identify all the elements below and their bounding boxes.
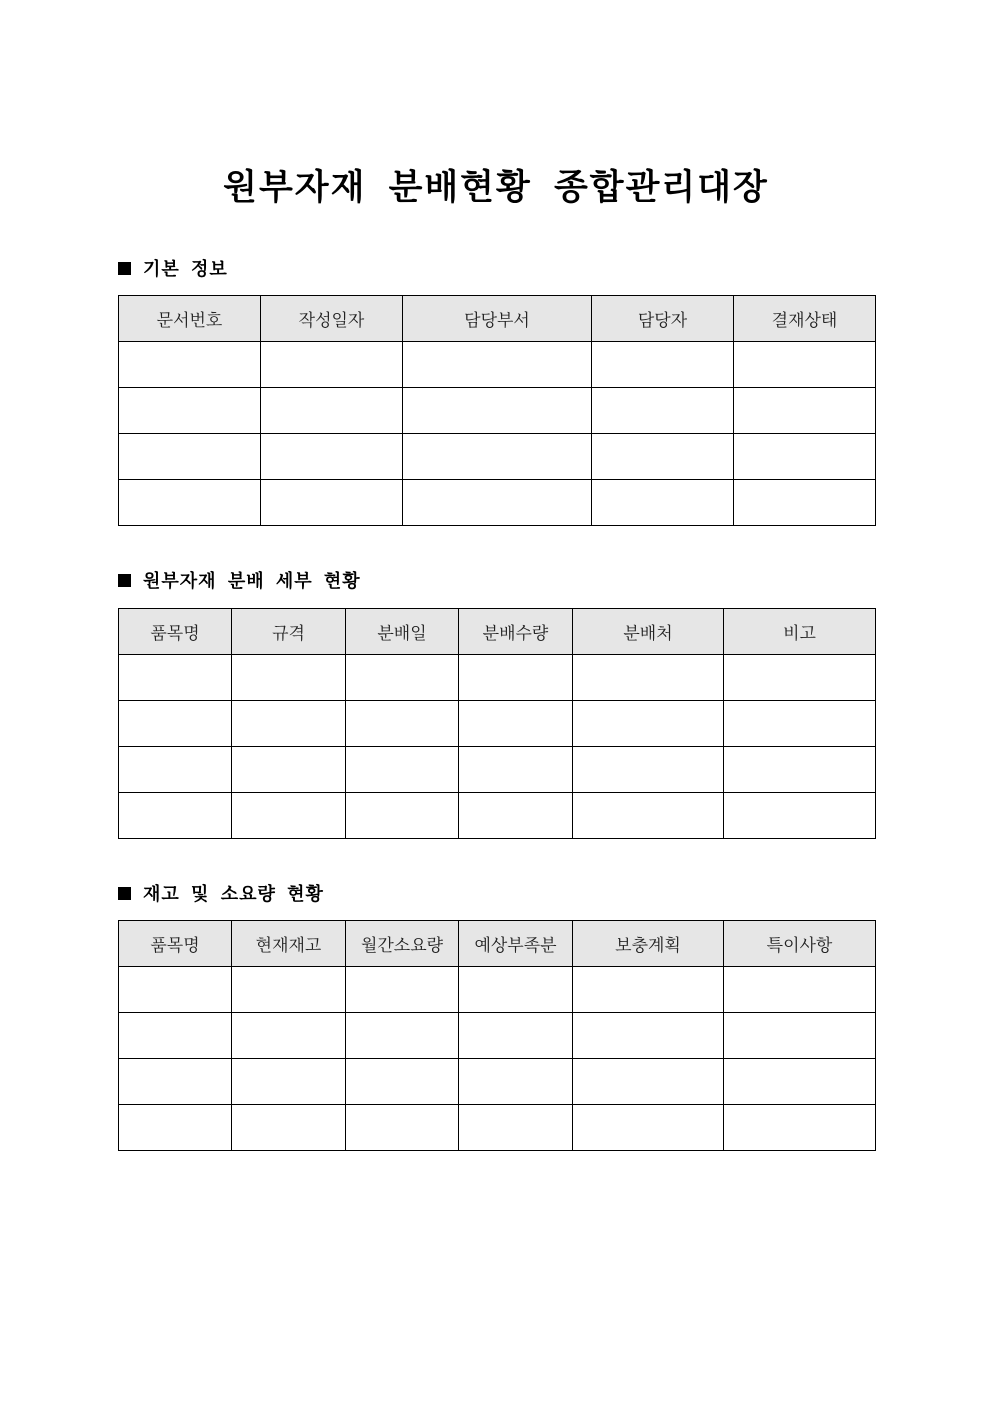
table-cell[interactable]	[734, 480, 876, 526]
table-cell[interactable]	[119, 967, 232, 1013]
table-cell[interactable]	[119, 480, 261, 526]
table-cell[interactable]	[232, 1013, 346, 1059]
column-header-replenishment-plan: 보충계획	[573, 921, 724, 967]
table-cell[interactable]	[403, 342, 592, 388]
table-row	[119, 1105, 876, 1151]
table-cell[interactable]	[119, 342, 261, 388]
column-header-monthly-requirement: 월간소요량	[346, 921, 459, 967]
table-cell[interactable]	[734, 342, 876, 388]
column-header-expected-shortage: 예상부족분	[459, 921, 573, 967]
table-cell[interactable]	[459, 655, 573, 701]
table-cell[interactable]	[232, 655, 346, 701]
table-cell[interactable]	[346, 793, 459, 839]
column-header-distribution-destination: 분배처	[573, 609, 724, 655]
table-cell[interactable]	[346, 655, 459, 701]
table-row	[119, 793, 876, 839]
table-cell[interactable]	[119, 388, 261, 434]
table-cell[interactable]	[573, 793, 724, 839]
basic-info-table	[118, 295, 876, 526]
table-cell[interactable]	[119, 434, 261, 480]
table-cell[interactable]	[261, 480, 403, 526]
table-cell[interactable]	[459, 793, 573, 839]
table-cell[interactable]	[724, 1105, 876, 1151]
table-cell[interactable]	[119, 747, 232, 793]
table-row	[119, 434, 876, 480]
table-cell[interactable]	[403, 480, 592, 526]
square-bullet-icon	[118, 262, 131, 275]
stock-requirement-table	[118, 920, 876, 1151]
table-cell[interactable]	[232, 967, 346, 1013]
table-row	[119, 701, 876, 747]
table-cell[interactable]	[261, 434, 403, 480]
table-cell[interactable]	[724, 1013, 876, 1059]
column-header-written-date: 작성일자	[261, 296, 403, 342]
table-cell[interactable]	[573, 747, 724, 793]
table-cell[interactable]	[459, 1059, 573, 1105]
table-row	[119, 1013, 876, 1059]
table-cell[interactable]	[119, 1013, 232, 1059]
table-row	[119, 388, 876, 434]
table-cell[interactable]	[346, 701, 459, 747]
table-cell[interactable]	[734, 434, 876, 480]
table-cell[interactable]	[459, 967, 573, 1013]
column-header-approval-status: 결재상태	[734, 296, 876, 342]
column-header-person-in-charge: 담당자	[592, 296, 734, 342]
column-header-special-notes: 특이사항	[724, 921, 876, 967]
column-header-specification: 규격	[232, 609, 346, 655]
table-cell[interactable]	[119, 793, 232, 839]
table-cell[interactable]	[261, 388, 403, 434]
section-heading-stock-requirements	[118, 882, 324, 908]
column-header-item-name: 품목명	[119, 921, 232, 967]
table-cell[interactable]	[724, 1059, 876, 1105]
table-cell[interactable]	[261, 342, 403, 388]
distribution-detail-table	[118, 608, 876, 839]
table-cell[interactable]	[724, 701, 876, 747]
table-cell[interactable]	[403, 388, 592, 434]
table-header-row	[119, 296, 876, 342]
table-cell[interactable]	[119, 701, 232, 747]
table-row	[119, 480, 876, 526]
section-heading-label: 재고 및 소요량 현황	[143, 884, 324, 905]
column-header-item-name: 품목명	[119, 609, 232, 655]
section-heading-label: 기본 정보	[143, 259, 228, 280]
table-cell[interactable]	[592, 480, 734, 526]
table-cell[interactable]	[734, 388, 876, 434]
table-row	[119, 747, 876, 793]
table-cell[interactable]	[232, 701, 346, 747]
table-cell[interactable]	[724, 747, 876, 793]
table-cell[interactable]	[119, 1059, 232, 1105]
column-header-remarks: 비고	[724, 609, 876, 655]
table-cell[interactable]	[403, 434, 592, 480]
table-header-row	[119, 921, 876, 967]
table-cell[interactable]	[573, 655, 724, 701]
square-bullet-icon	[118, 887, 131, 900]
table-cell[interactable]	[724, 655, 876, 701]
column-header-current-stock: 현재재고	[232, 921, 346, 967]
table-cell[interactable]	[346, 1013, 459, 1059]
table-cell[interactable]	[119, 1105, 232, 1151]
table-header-row	[119, 609, 876, 655]
table-cell[interactable]	[573, 1059, 724, 1105]
section-heading-basic-info	[118, 257, 228, 283]
column-header-document-number: 문서번호	[119, 296, 261, 342]
table-row	[119, 655, 876, 701]
table-cell[interactable]	[459, 1013, 573, 1059]
column-header-department: 담당부서	[403, 296, 592, 342]
column-header-distribution-quantity: 분배수량	[459, 609, 573, 655]
column-header-distribution-date: 분배일	[346, 609, 459, 655]
table-cell[interactable]	[573, 1105, 724, 1151]
table-cell[interactable]	[459, 747, 573, 793]
table-cell[interactable]	[232, 747, 346, 793]
table-row	[119, 967, 876, 1013]
table-cell[interactable]	[592, 342, 734, 388]
table-cell[interactable]	[346, 1105, 459, 1151]
table-cell[interactable]	[346, 1059, 459, 1105]
table-cell[interactable]	[346, 747, 459, 793]
table-cell[interactable]	[573, 1013, 724, 1059]
table-cell[interactable]	[232, 1059, 346, 1105]
section-heading-label: 원부자재 분배 세부 현황	[143, 571, 361, 592]
document-title: 원부자재 분배현황 종합관리대장	[223, 168, 769, 208]
square-bullet-icon	[118, 574, 131, 587]
table-cell[interactable]	[592, 434, 734, 480]
table-cell[interactable]	[459, 1105, 573, 1151]
table-row	[119, 1059, 876, 1105]
table-cell[interactable]	[724, 967, 876, 1013]
table-cell[interactable]	[119, 655, 232, 701]
table-row	[119, 342, 876, 388]
table-cell[interactable]	[724, 793, 876, 839]
table-cell[interactable]	[573, 701, 724, 747]
section-heading-distribution-details	[118, 569, 361, 595]
table-cell[interactable]	[573, 967, 724, 1013]
table-cell[interactable]	[232, 793, 346, 839]
table-cell[interactable]	[592, 388, 734, 434]
table-cell[interactable]	[346, 967, 459, 1013]
table-cell[interactable]	[459, 701, 573, 747]
table-cell[interactable]	[232, 1105, 346, 1151]
